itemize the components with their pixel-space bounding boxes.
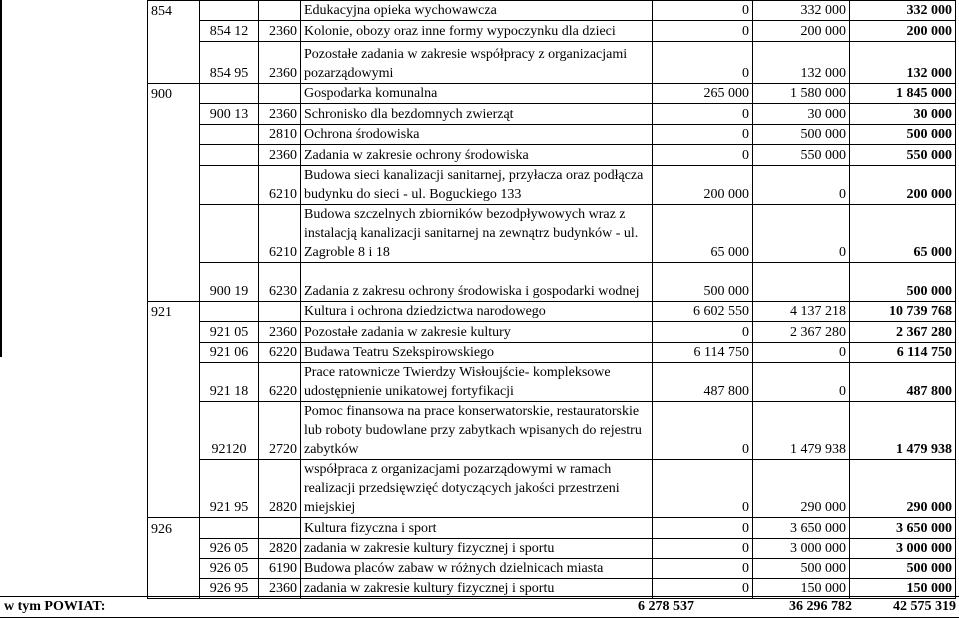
table-row [148, 559, 956, 579]
table-row [148, 460, 956, 518]
rozdzial-cell: 921 95 [200, 460, 259, 518]
dzial-cell: 921 [148, 302, 200, 322]
amount-a-cell: 6 602 550 [653, 302, 753, 322]
amount-a-cell: 65 000 [653, 205, 753, 263]
paragraf-cell: 6220 [259, 343, 301, 363]
paragraf-cell: 6230 [259, 263, 301, 302]
description-cell: zadania w zakresie kultury fizycznej i sportu [301, 539, 653, 559]
amount-b-cell: 290 000 [753, 460, 850, 518]
amount-total-cell: 6 114 750 [850, 343, 956, 363]
dzial-cell [148, 166, 200, 205]
rozdzial-cell: 900 19 [200, 263, 259, 302]
paragraf-cell [259, 1, 301, 21]
paragraf-cell: 2360 [259, 145, 301, 166]
dzial-cell [148, 460, 200, 518]
description-cell: Pozostałe zadania w zakresie kultury [301, 322, 653, 343]
table-row [148, 21, 956, 42]
table-row [148, 166, 956, 205]
description-cell: Pomoc finansowa na prace konserwatorskie, restauratorskie lub roboty budowlane przy zabytkach wpisanych do rejestru zabytków [301, 402, 653, 460]
dzial-cell [148, 539, 200, 559]
paragraf-cell [259, 518, 301, 539]
amount-total-cell: 150 000 [850, 579, 956, 599]
dzial-cell [148, 21, 200, 42]
rozdzial-cell: 921 06 [200, 343, 259, 363]
paragraf-cell: 2820 [259, 539, 301, 559]
paragraf-cell [259, 302, 301, 322]
dzial-cell [148, 322, 200, 343]
rozdzial-cell [200, 1, 259, 21]
dzial-cell [148, 42, 200, 84]
rozdzial-cell [200, 145, 259, 166]
rozdzial-cell: 921 05 [200, 322, 259, 343]
paragraf-cell: 2360 [259, 579, 301, 599]
description-cell: Kultura fizyczna i sport [301, 518, 653, 539]
description-cell: Kolonie, obozy oraz inne formy wypoczynku dla dzieci [301, 21, 653, 42]
table-row [148, 363, 956, 402]
amount-total-cell: 500 000 [850, 125, 956, 145]
amount-b-cell: 2 367 280 [753, 322, 850, 343]
amount-b-cell: 0 [753, 363, 850, 402]
dzial-cell: 854 [148, 1, 200, 21]
dzial-cell [148, 402, 200, 460]
amount-b-cell: 1 479 938 [753, 402, 850, 460]
description-cell: Pozostałe zadania w zakresie współpracy z organizacjami pozarządowymi [301, 42, 653, 84]
description-cell: Zadania z zakresu ochrony środowiska i gospodarki wodnej [301, 263, 653, 302]
amount-a-cell: 0 [653, 539, 753, 559]
dzial-cell [148, 104, 200, 125]
amount-total-cell: 65 000 [850, 205, 956, 263]
amount-total-cell: 500 000 [850, 559, 956, 579]
total-col-b: 36 296 782 [789, 599, 852, 614]
amount-b-cell: 0 [753, 205, 850, 263]
paragraf-cell: 2360 [259, 21, 301, 42]
rozdzial-cell: 854 12 [200, 21, 259, 42]
rozdzial-cell: 900 13 [200, 104, 259, 125]
amount-b-cell: 0 [753, 166, 850, 205]
amount-b-cell: 3 000 000 [753, 539, 850, 559]
amount-a-cell: 0 [653, 460, 753, 518]
table-row [148, 302, 956, 322]
budget-table [147, 0, 956, 599]
table-row [148, 263, 956, 302]
amount-total-cell: 200 000 [850, 21, 956, 42]
amount-b-cell: 3 650 000 [753, 518, 850, 539]
amount-b-cell: 332 000 [753, 1, 850, 21]
rozdzial-cell: 92120 [200, 402, 259, 460]
total-col-a: 6 278 537 [638, 599, 694, 614]
paragraf-cell: 6190 [259, 559, 301, 579]
description-cell: Budowa placów zabaw w różnych dzielnicach miasta [301, 559, 653, 579]
table-row [148, 343, 956, 363]
rozdzial-cell [200, 84, 259, 104]
amount-total-cell: 1 479 938 [850, 402, 956, 460]
amount-b-cell [753, 263, 850, 302]
table-row [148, 539, 956, 559]
dzial-cell [148, 559, 200, 579]
dzial-cell: 900 [148, 84, 200, 104]
description-cell: Prace ratownicze Twierdzy Wisłoujście- kompleksowe udostępnienie unikatowej fortyfikacji [301, 363, 653, 402]
amount-total-cell: 500 000 [850, 263, 956, 302]
amount-total-cell: 290 000 [850, 460, 956, 518]
paragraf-cell: 6220 [259, 363, 301, 402]
total-label: w tym POWIAT: [4, 599, 106, 614]
amount-total-cell: 1 845 000 [850, 84, 956, 104]
rozdzial-cell [200, 166, 259, 205]
rozdzial-cell [200, 518, 259, 539]
description-cell: Kultura i ochrona dziedzictwa narodowego [301, 302, 653, 322]
left-border-rule [0, 0, 2, 357]
table-row [148, 205, 956, 263]
paragraf-cell: 2820 [259, 460, 301, 518]
amount-total-cell: 2 367 280 [850, 322, 956, 343]
amount-total-cell: 10 739 768 [850, 302, 956, 322]
table-row [148, 145, 956, 166]
rozdzial-cell: 926 05 [200, 539, 259, 559]
amount-a-cell: 0 [653, 145, 753, 166]
dzial-cell [148, 363, 200, 402]
rozdzial-cell [200, 125, 259, 145]
table-row [148, 104, 956, 125]
amount-b-cell: 1 580 000 [753, 84, 850, 104]
amount-total-cell: 332 000 [850, 1, 956, 21]
amount-a-cell: 0 [653, 21, 753, 42]
amount-a-cell: 200 000 [653, 166, 753, 205]
table-row [148, 518, 956, 539]
rozdzial-cell: 854 95 [200, 42, 259, 84]
amount-b-cell: 200 000 [753, 21, 850, 42]
rozdzial-cell: 926 95 [200, 579, 259, 599]
description-cell: Budawa Teatru Szekspirowskiego [301, 343, 653, 363]
description-cell: Ochrona środowiska [301, 125, 653, 145]
amount-b-cell: 30 000 [753, 104, 850, 125]
amount-a-cell: 0 [653, 402, 753, 460]
total-col-c: 42 575 319 [893, 599, 956, 614]
amount-a-cell: 0 [653, 579, 753, 599]
paragraf-cell: 6210 [259, 205, 301, 263]
description-cell: Schronisko dla bezdomnych zwierząt [301, 104, 653, 125]
amount-a-cell: 0 [653, 559, 753, 579]
dzial-cell [148, 125, 200, 145]
amount-a-cell: 6 114 750 [653, 343, 753, 363]
description-cell: Budowa szczelnych zbiorników bezodpływowych wraz z instalacją kanalizacji sanitarnej na zewnątrz budynków - ul. Zagroble 8 i 18 [301, 205, 653, 263]
table-row [148, 42, 956, 84]
dzial-cell: 926 [148, 518, 200, 539]
rozdzial-cell [200, 302, 259, 322]
amount-b-cell: 0 [753, 343, 850, 363]
amount-total-cell: 200 000 [850, 166, 956, 205]
amount-a-cell: 487 800 [653, 363, 753, 402]
amount-total-cell: 132 000 [850, 42, 956, 84]
table-row [148, 322, 956, 343]
description-cell: Edukacyjna opieka wychowawcza [301, 1, 653, 21]
amount-total-cell: 487 800 [850, 363, 956, 402]
paragraf-cell: 2720 [259, 402, 301, 460]
amount-a-cell: 0 [653, 42, 753, 84]
total-row [0, 596, 959, 618]
amount-total-cell: 3 650 000 [850, 518, 956, 539]
dzial-cell [148, 205, 200, 263]
amount-a-cell: 265 000 [653, 84, 753, 104]
dzial-cell [148, 263, 200, 302]
description-cell: współpraca z organizacjami pozarządowymi w ramach realizacji przedsięwzięć dotyczących jakości przestrzeni miejskiej [301, 460, 653, 518]
amount-b-cell: 550 000 [753, 145, 850, 166]
amount-total-cell: 550 000 [850, 145, 956, 166]
table-row [148, 1, 956, 21]
amount-a-cell: 0 [653, 104, 753, 125]
amount-b-cell: 500 000 [753, 125, 850, 145]
paragraf-cell: 2360 [259, 104, 301, 125]
amount-b-cell: 4 137 218 [753, 302, 850, 322]
amount-b-cell: 132 000 [753, 42, 850, 84]
table-row [148, 402, 956, 460]
description-cell: Gospodarka komunalna [301, 84, 653, 104]
dzial-cell [148, 145, 200, 166]
amount-a-cell: 500 000 [653, 263, 753, 302]
amount-total-cell: 30 000 [850, 104, 956, 125]
paragraf-cell: 2360 [259, 322, 301, 343]
table-row [148, 84, 956, 104]
amount-a-cell: 0 [653, 1, 753, 21]
description-cell: zadania w zakresie kultury fizycznej i sportu [301, 579, 653, 599]
amount-b-cell: 500 000 [753, 559, 850, 579]
rozdzial-cell: 926 05 [200, 559, 259, 579]
description-cell: Budowa sieci kanalizacji sanitarnej, przyłacza oraz podłącza budynku do sieci - ul. Boguckiego 133 [301, 166, 653, 205]
paragraf-cell: 6210 [259, 166, 301, 205]
table-row [148, 125, 956, 145]
paragraf-cell [259, 84, 301, 104]
dzial-cell [148, 343, 200, 363]
amount-a-cell: 0 [653, 125, 753, 145]
amount-b-cell: 150 000 [753, 579, 850, 599]
amount-a-cell: 0 [653, 518, 753, 539]
description-cell: Zadania w zakresie ochrony środowiska [301, 145, 653, 166]
amount-a-cell: 0 [653, 322, 753, 343]
budget-table-wrapper [147, 0, 956, 599]
budget-table-body [148, 1, 956, 599]
rozdzial-cell [200, 205, 259, 263]
paragraf-cell: 2360 [259, 42, 301, 84]
paragraf-cell: 2810 [259, 125, 301, 145]
amount-total-cell: 3 000 000 [850, 539, 956, 559]
rozdzial-cell: 921 18 [200, 363, 259, 402]
